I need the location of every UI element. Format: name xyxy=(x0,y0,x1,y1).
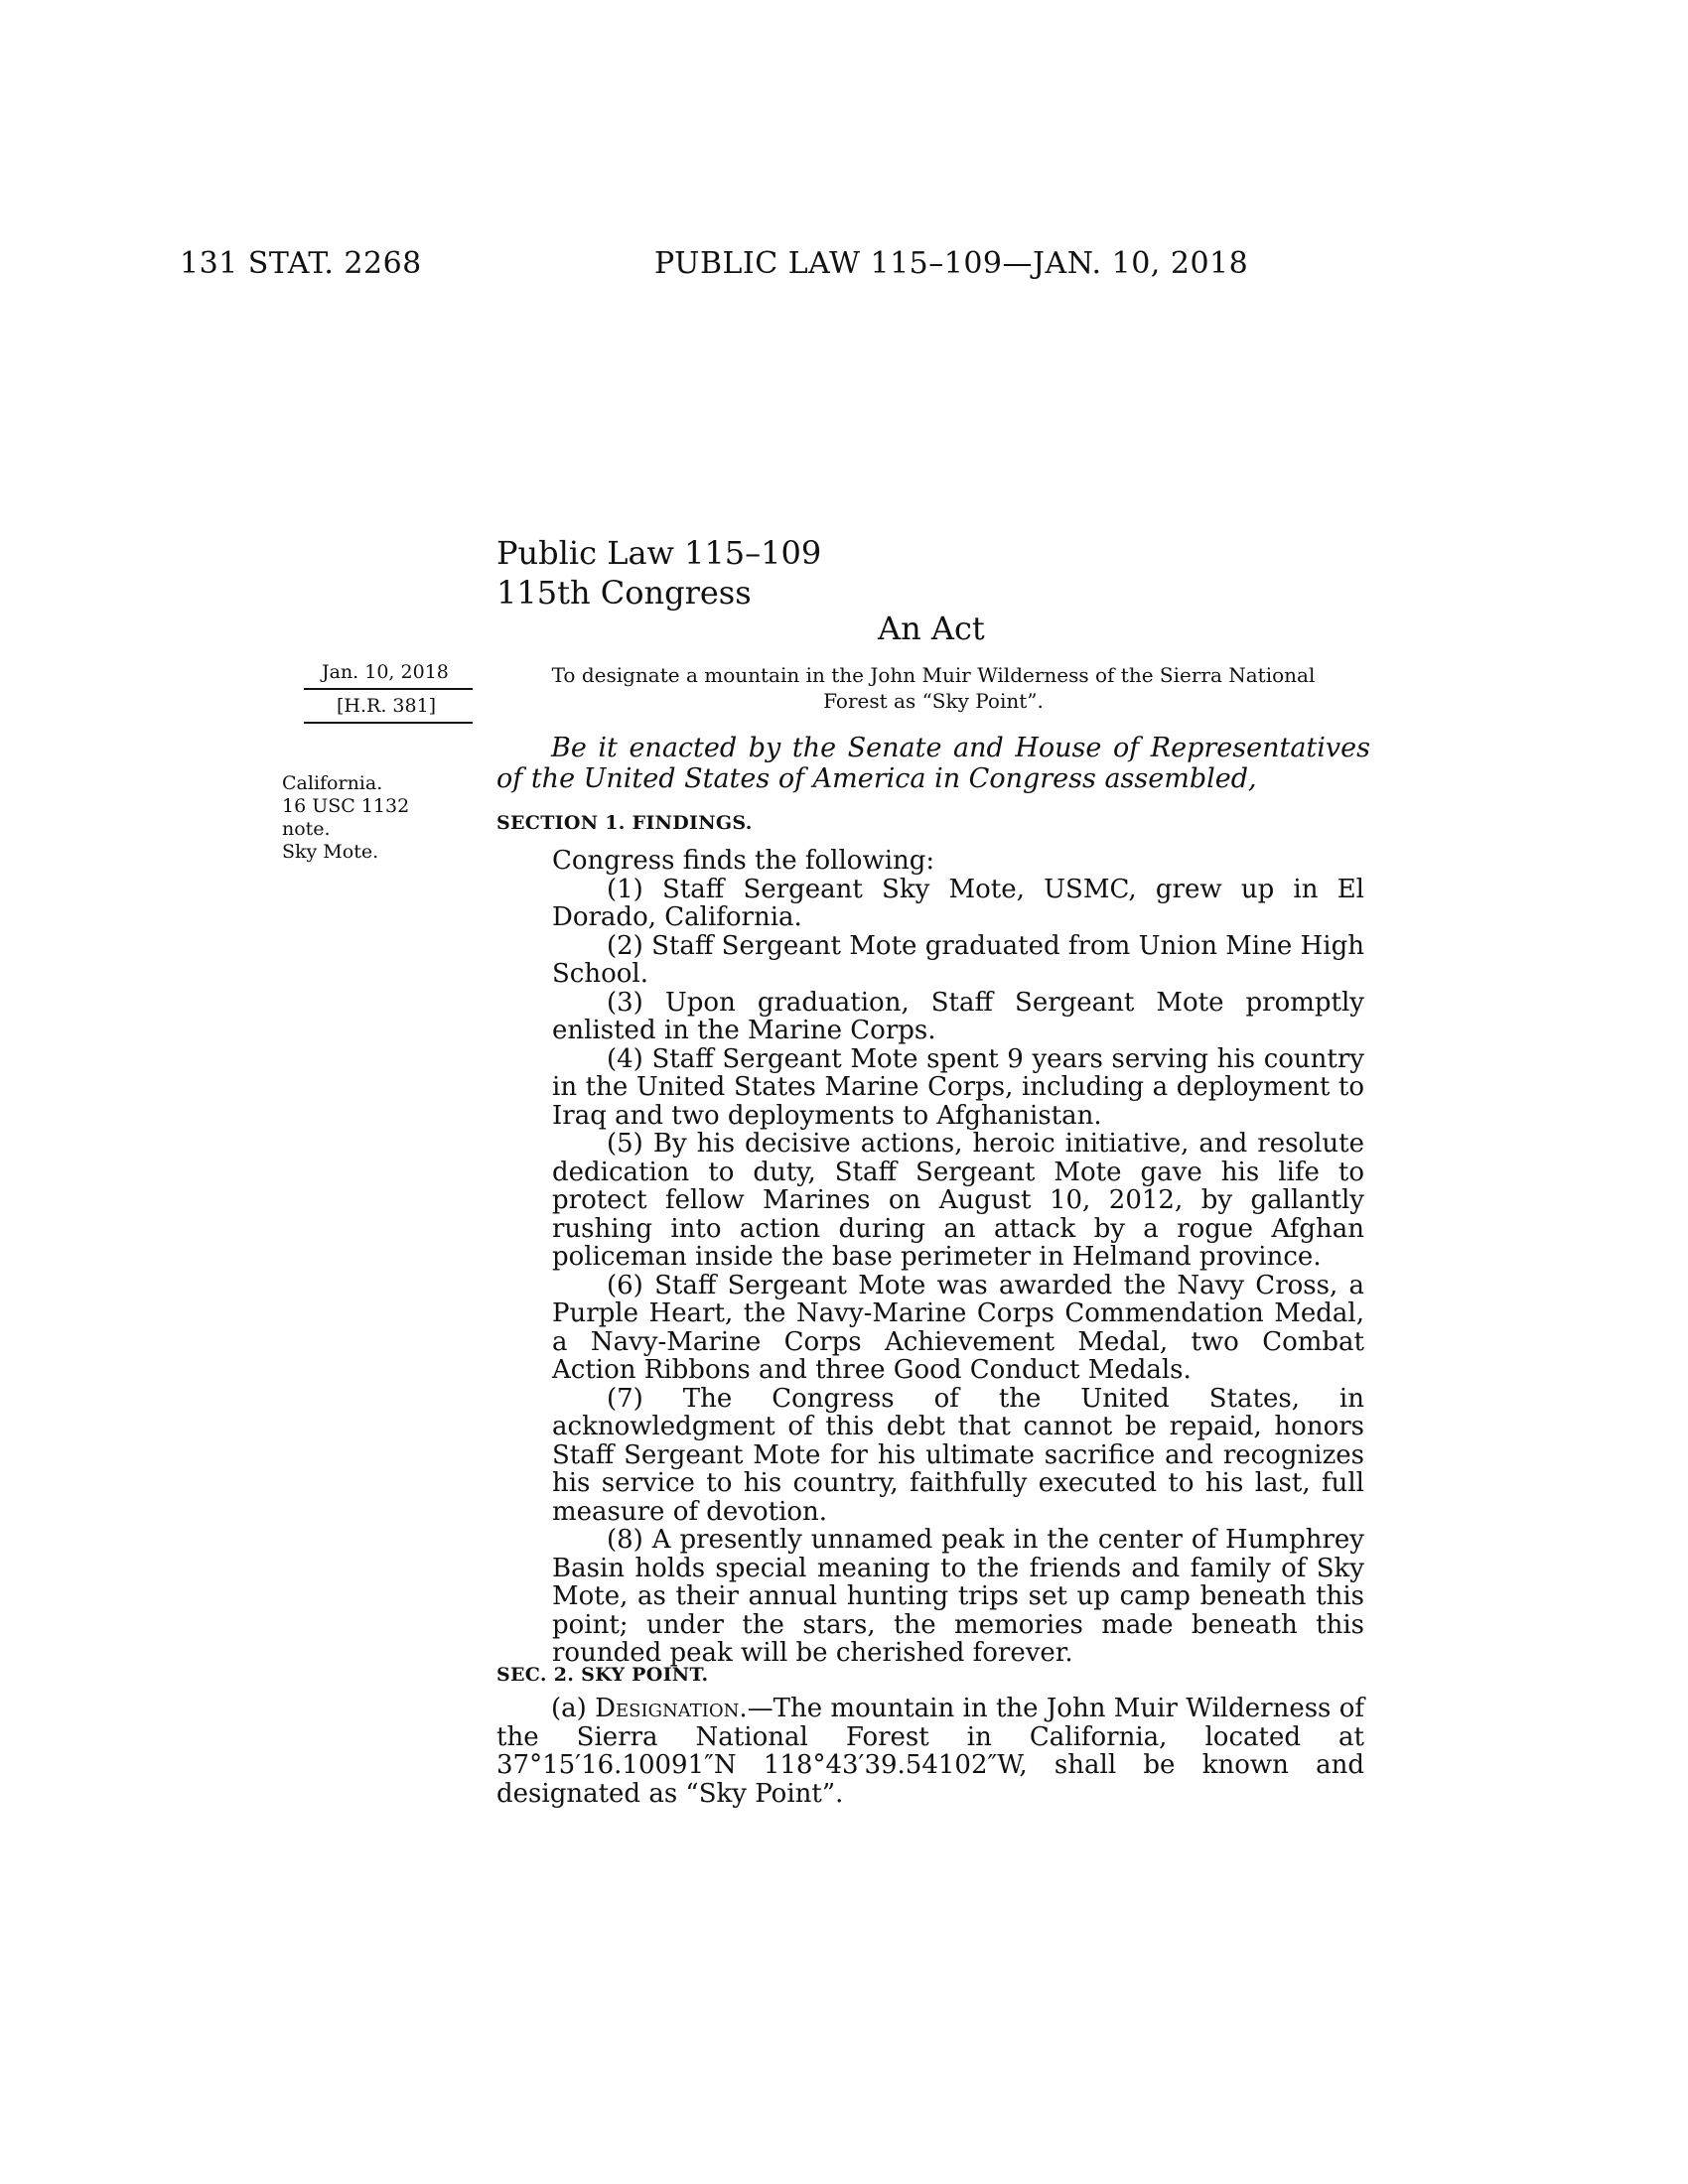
margin-note-state: California. xyxy=(282,772,383,794)
finding-item: (2) Staff Sergeant Mote graduated from Union Mine High School. xyxy=(552,930,1364,989)
enacting-clause: Be it enacted by the Senate and House of Representatives of the United States of America in Congress assembled, xyxy=(496,733,1370,794)
finding-item: (7) The Congress of the United States, in acknowledgment of this debt that cannot be repaid, honors Staff Sergeant Mote for his ultimate sacrifice and recognizes his service to his country, faithfully executed to his last, full measure of devotion. xyxy=(552,1383,1364,1527)
finding-item: (8) A presently unnamed peak in the center of Humphrey Basin holds special meaning to the friends and family of Sky Mote, as their annual hunting trips set up camp beneath this point; under the stars, the memories made beneath this rounded peak will be cherished forever. xyxy=(552,1525,1364,1668)
finding-item: (1) Staff Sergeant Sky Mote, USMC, grew up in El Dorado, California. xyxy=(552,874,1364,932)
margin-rule-bottom xyxy=(304,722,473,724)
section1-heading: SECTION 1. FINDINGS. xyxy=(496,812,753,834)
finding-item: (4) Staff Sergeant Mote spent 9 years serving his country in the United States Marine Corps, including a deployment to Iraq and two deployments to Afghanistan. xyxy=(552,1043,1364,1131)
finding-item: (5) By his decisive actions, heroic initiative, and resolute dedication to duty, Staff Sergeant Mote gave his life to protect fellow Marines on August 10, 2012, by gallantly rushing into action during an attack by a rogue Afghan policeman inside the base perimeter in Helmand province. xyxy=(552,1129,1364,1272)
findings-intro: Congress finds the following: xyxy=(552,846,935,876)
stat-citation: 131 STAT. 2268 xyxy=(180,246,422,281)
section1-body xyxy=(552,847,1364,1668)
purpose-line-2: Forest as “Sky Point”. xyxy=(823,689,1044,713)
subsection-title: Designation xyxy=(595,1694,740,1723)
margin-rule-top xyxy=(304,688,473,690)
act-label: An Act xyxy=(878,610,985,647)
congress-label: 115th Congress xyxy=(496,574,752,612)
subsection-marker: (a) xyxy=(551,1694,587,1723)
subsection-a xyxy=(496,1695,1364,1808)
finding-item: (3) Upon graduation, Staff Sergeant Mote promptly enlisted in the Marine Corps. xyxy=(552,987,1364,1045)
section2-body xyxy=(496,1695,1364,1808)
subsection-text: .—The mountain in the John Muir Wilderness of the Sierra National Forest in California, located at 37°15′16.10091″N 118°43′39.54102″W, shall be known and designated as “Sky Point”. xyxy=(496,1694,1365,1809)
purpose-line-1: To designate a mountain in the John Muir Wilderness of the Sierra National xyxy=(551,663,1316,687)
margin-note-note: note. xyxy=(282,818,331,840)
margin-date: Jan. 10, 2018 xyxy=(322,661,449,683)
running-title: PUBLIC LAW 115–109—JAN. 10, 2018 xyxy=(654,246,1249,281)
margin-bill-number: [H.R. 381] xyxy=(337,695,437,717)
section2-heading: SEC. 2. SKY POINT. xyxy=(496,1664,709,1686)
act-purpose xyxy=(526,662,1340,714)
finding-item: (6) Staff Sergeant Mote was awarded the Navy Cross, a Purple Heart, the Navy-Marine Corps Commendation Medal, a Navy-Marine Corps Achievement Medal, two Combat Action Ribbons and three Good Conduct Medals. xyxy=(552,1270,1364,1385)
margin-note-subject: Sky Mote. xyxy=(282,841,379,863)
margin-note-usc: 16 USC 1132 xyxy=(282,795,410,817)
law-title: Public Law 115–109 xyxy=(496,534,822,572)
